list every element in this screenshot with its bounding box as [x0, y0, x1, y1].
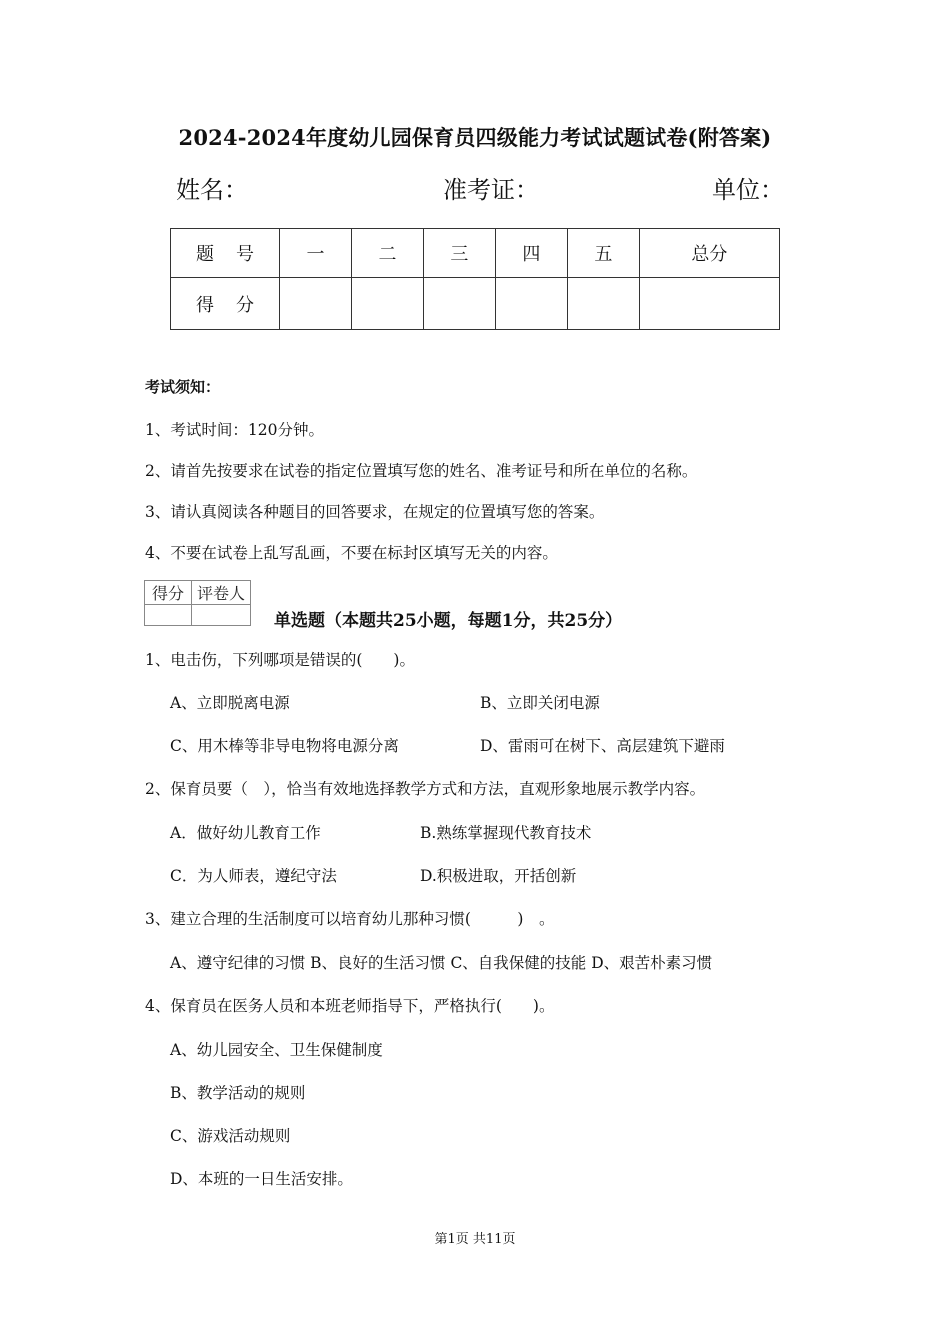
- score-column-1: 一: [280, 229, 352, 278]
- notice-heading: 考试须知：: [145, 378, 221, 396]
- section-heading: 单选题（本题共25小题，每题1分，共25分）: [274, 611, 623, 631]
- grader-name-label: 评卷人: [192, 581, 251, 605]
- question-option: B.熟练掌握现代教育技术: [420, 824, 592, 842]
- notice-item: 4、不要在试卷上乱写乱画，不要在标封区填写无关的内容。: [145, 544, 558, 562]
- question-option: C、用木棒等非导电物将电源分离: [170, 737, 399, 755]
- question-stem: 3、建立合理的生活制度可以培育幼儿那种习惯( ) 。: [145, 910, 555, 928]
- score-row-label: 得分: [171, 278, 280, 330]
- question-option: A、立即脱离电源: [170, 694, 290, 712]
- score-cell-total[interactable]: [639, 278, 779, 330]
- question-stem: 1、电击伤，下列哪项是错误的( )。: [145, 651, 415, 669]
- notice-item: 3、请认真阅读各种题目的回答要求，在规定的位置填写您的答案。: [145, 503, 605, 521]
- question-options-line: A、遵守纪律的习惯 B、良好的生活习惯 C、自我保健的技能 D、艰苦朴素习惯: [170, 954, 713, 972]
- page-footer: 第1页 共11页: [434, 1232, 516, 1247]
- score-cell-2[interactable]: [351, 278, 423, 330]
- score-cell-1[interactable]: [280, 278, 352, 330]
- question-option: B、立即关闭电源: [480, 694, 600, 712]
- score-table-header-row: [171, 229, 780, 278]
- unit-field-label: 单位：: [712, 176, 784, 204]
- score-column-3: 三: [423, 229, 495, 278]
- grader-score-cell[interactable]: [145, 605, 192, 626]
- question-stem: 4、保育员在医务人员和本班老师指导下，严格执行( )。: [145, 997, 555, 1015]
- score-table: [170, 228, 780, 330]
- score-cell-3[interactable]: [423, 278, 495, 330]
- score-cell-5[interactable]: [567, 278, 639, 330]
- question-option: A．做好幼儿教育工作: [170, 824, 321, 842]
- question-option: D、本班的一日生活安排。: [170, 1170, 353, 1188]
- question-option: C、游戏活动规则: [170, 1127, 291, 1145]
- grader-score-label: 得分: [145, 581, 192, 605]
- score-column-4: 四: [495, 229, 567, 278]
- score-column-5: 五: [567, 229, 639, 278]
- exam-number-field-label: 准考证：: [443, 176, 539, 204]
- score-table-score-row: [171, 278, 780, 330]
- notice-item: 1、考试时间：120分钟。: [145, 421, 324, 439]
- question-option: B、教学活动的规则: [170, 1084, 306, 1102]
- question-option: C．为人师表，遵纪守法: [170, 867, 337, 885]
- question-option: D、雷雨可在树下、高层建筑下避雨: [480, 737, 725, 755]
- notice-item: 2、请首先按要求在试卷的指定位置填写您的姓名、准考证号和所在单位的名称。: [145, 462, 698, 480]
- page-title: 2024-2024年度幼儿园保育员四级能力考试试题试卷(附答案): [178, 125, 772, 150]
- grader-name-cell[interactable]: [192, 605, 251, 626]
- question-option: A、幼儿园安全、卫生保健制度: [170, 1041, 383, 1059]
- score-column-2: 二: [351, 229, 423, 278]
- name-field-label: 姓名：: [176, 176, 248, 204]
- score-header-label: 题号: [171, 229, 280, 278]
- grader-box: [144, 580, 251, 626]
- question-option: D.积极进取，开括创新: [420, 867, 577, 885]
- question-stem: 2、保育员要（ ），恰当有效地选择教学方式和方法，直观形象地展示教学内容。: [145, 780, 706, 798]
- score-cell-4[interactable]: [495, 278, 567, 330]
- score-column-total: 总分: [639, 229, 779, 278]
